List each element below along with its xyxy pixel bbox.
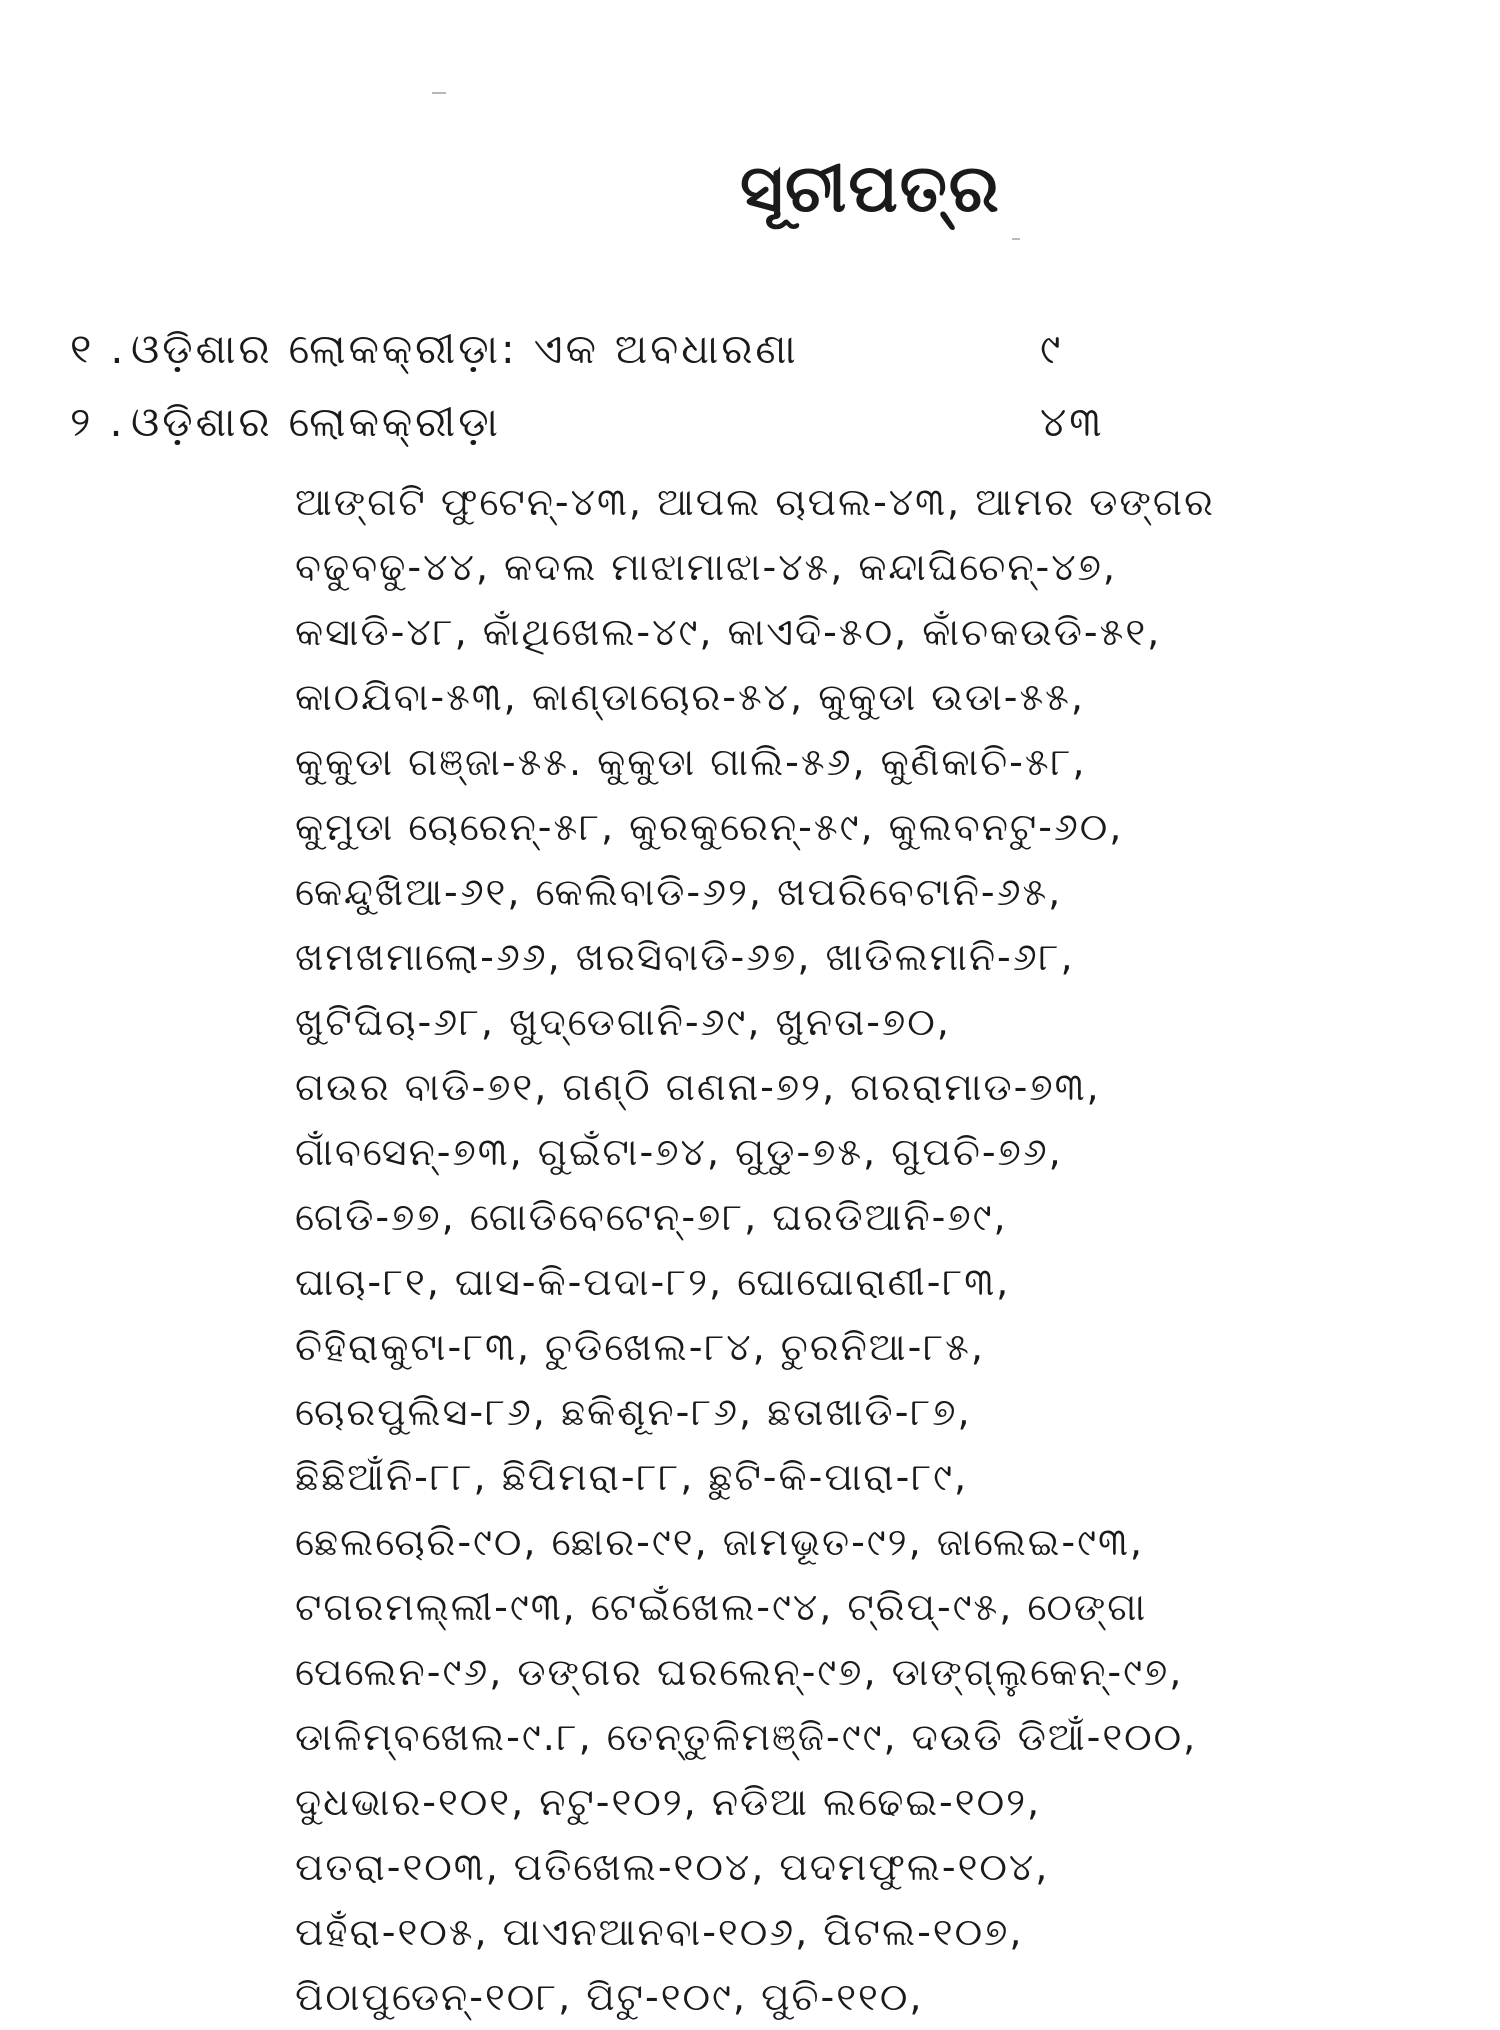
page-title: ସୂଚୀପତ୍ର — [740, 150, 1001, 227]
games-line: ଗେଡି-୭୭, ଗୋଡିବେଟେନ୍-୭୮, ଘରଡିଆନି-୭୯, — [295, 1195, 1008, 1239]
games-line: ପହଁରା-୧୦୫, ପାଏନଆନବା-୧୦୬, ପିଟଲ-୧୦୭, — [295, 1910, 1024, 1954]
scan-speck — [432, 92, 446, 94]
entry-number: ୧ . — [70, 325, 127, 373]
games-line: କସାଡି-୪୮, କାଁଥିଖେଲ-୪୯, କାଏଦି-୫୦, କାଁଚକଉଡି-୫୧, — [295, 610, 1162, 654]
games-line: ଖୁଟିଘିଚା-୬୮, ଖୁଦ୍‌ଡେଗାନି-୬୯, ଖୁନତା-୭୦, — [295, 1000, 951, 1044]
games-line: କେନ୍ଦୁଖିଆ-୬୧, କେଲିବାଡି-୬୨, ଖପରିବେଟାନି-୬୫, — [295, 870, 1063, 914]
games-line: ଛେଲଚୋରି-୯୦, ଛୋର-୯୧, ଜାମଭୂତ-୯୨, ଜାଲେଇ-୯୩, — [295, 1520, 1144, 1564]
games-line: ଗଉର ବାଡି-୭୧, ଗଣ୍ଠି ଗଣନା-୭୨, ଗରରାମାଡ-୭୩, — [295, 1065, 1101, 1109]
games-line: ପିଠାପୁଡେନ୍-୧୦୮, ପିଟୁ-୧୦୯, ପୁଚି-୧୧୦, — [295, 1975, 924, 2019]
games-line: ଚିହିରାକୁଟା-୮୩, ଚୁଡିଖେଲ-୮୪, ଚୁରନିଆ-୮୫, — [295, 1325, 985, 1369]
entry-page-number: ୯ — [1040, 325, 1064, 373]
games-line: ଖମଖମାଲୋ-୬୬, ଖରସିବାଡି-୬୭, ଖାଡିଲମାନି-୬୮, — [295, 935, 1075, 979]
entry-label: ଓଡ଼ିଶାର ଲୋକକ୍ରୀଡ଼ା — [131, 398, 501, 446]
games-line: ଟଗରମଲ୍ଲୀ-୯୩, ଟେଇଁଖେଲ-୯୪, ଟ୍ରିପ୍-୯୫, ଠେଙ୍ଗା — [295, 1585, 1148, 1629]
games-line: ଦୁଧଭାର-୧୦୧, ନଟୁ-୧୦୨, ନଡିଆ ଲଢେଇ-୧୦୨, — [295, 1780, 1042, 1824]
games-line: କୁକୁଡା ଗଞ୍ଜା-୫୫. କୁକୁଡା ଗାଲି-୫୬, କୁଣିକାଚି-୫୮, — [295, 740, 1087, 784]
toc-entry — [70, 325, 1170, 374]
entry-page-number: ୪୩ — [1040, 398, 1105, 446]
games-line: ଗାଁବସେନ୍-୭୩, ଗୁଇଁଟା-୭୪, ଗୁଡୁ-୭୫, ଗୁପଚି-୭୬, — [295, 1130, 1063, 1174]
games-line: ଘାଚା-୮୧, ଘାସ-କି-ପଦା-୮୨, ଘୋଘୋରାଣୀ-୮୩, — [295, 1260, 1011, 1304]
entry-label: ଓଡ଼ିଶାର ଲୋକକ୍ରୀଡ଼ା: ଏକ ଅବଧାରଣା — [131, 325, 799, 373]
games-list — [295, 470, 1455, 2030]
games-line: କୁମୁଡା ଚୋରେନ୍-୫୮, କୁରକୁରେନ୍-୫୯, କୁଲବନଟୁ-୬୦, — [295, 805, 1124, 849]
games-line: ଡାଳିମ୍ବଖେଲ-୯.୮, ତେନ୍ତୁଳିମଞ୍ଜି-୯୯, ଦଉଡି ଡିଆଁ-୧୦୦, — [295, 1715, 1198, 1759]
games-line: ଛିଛିଆଁନି-୮୮, ଛିପିମରା-୮୮, ଛୁଟି-କି-ପାରା-୮୯, — [295, 1455, 969, 1499]
games-line: ପତରା-୧୦୩, ପତିଖେଲ-୧୦୪, ପଦମଫୁଲ-୧୦୪, — [295, 1845, 1050, 1889]
entry-number: ୨ . — [70, 398, 126, 446]
games-line: କାଠଯିବା-୫୩, କାଣ୍ଡାଚୋର-୫୪, କୁକୁଡା ଉଡା-୫୫, — [295, 675, 1085, 719]
games-line: ଆଙ୍ଗଟି ଫୁଟେନ୍-୪୩, ଆପଲ ଚାପଲ-୪୩, ଆମର ଡଙ୍ଗର — [295, 480, 1215, 524]
games-line: ପେଲେନ-୯୬, ଡଙ୍ଗର ଘରଲେନ୍-୯୭, ଡାଙ୍ଗ୍‌ଲୁକେନ୍-୯୭, — [295, 1650, 1184, 1694]
toc-entry — [70, 398, 1170, 447]
games-line: ବଢୁବଢୁ-୪୪, କଦଲ ମାଝାମାଝା-୪୫, କନ୍ଦାଘିଚେନ୍-୪୭, — [295, 545, 1117, 589]
games-line: ଚୋରପୁଲିସ-୮୬, ଛକିଶୂନ-୮୬, ଛତାଖାଡି-୮୭, — [295, 1390, 972, 1434]
scan-speck — [1012, 238, 1020, 240]
